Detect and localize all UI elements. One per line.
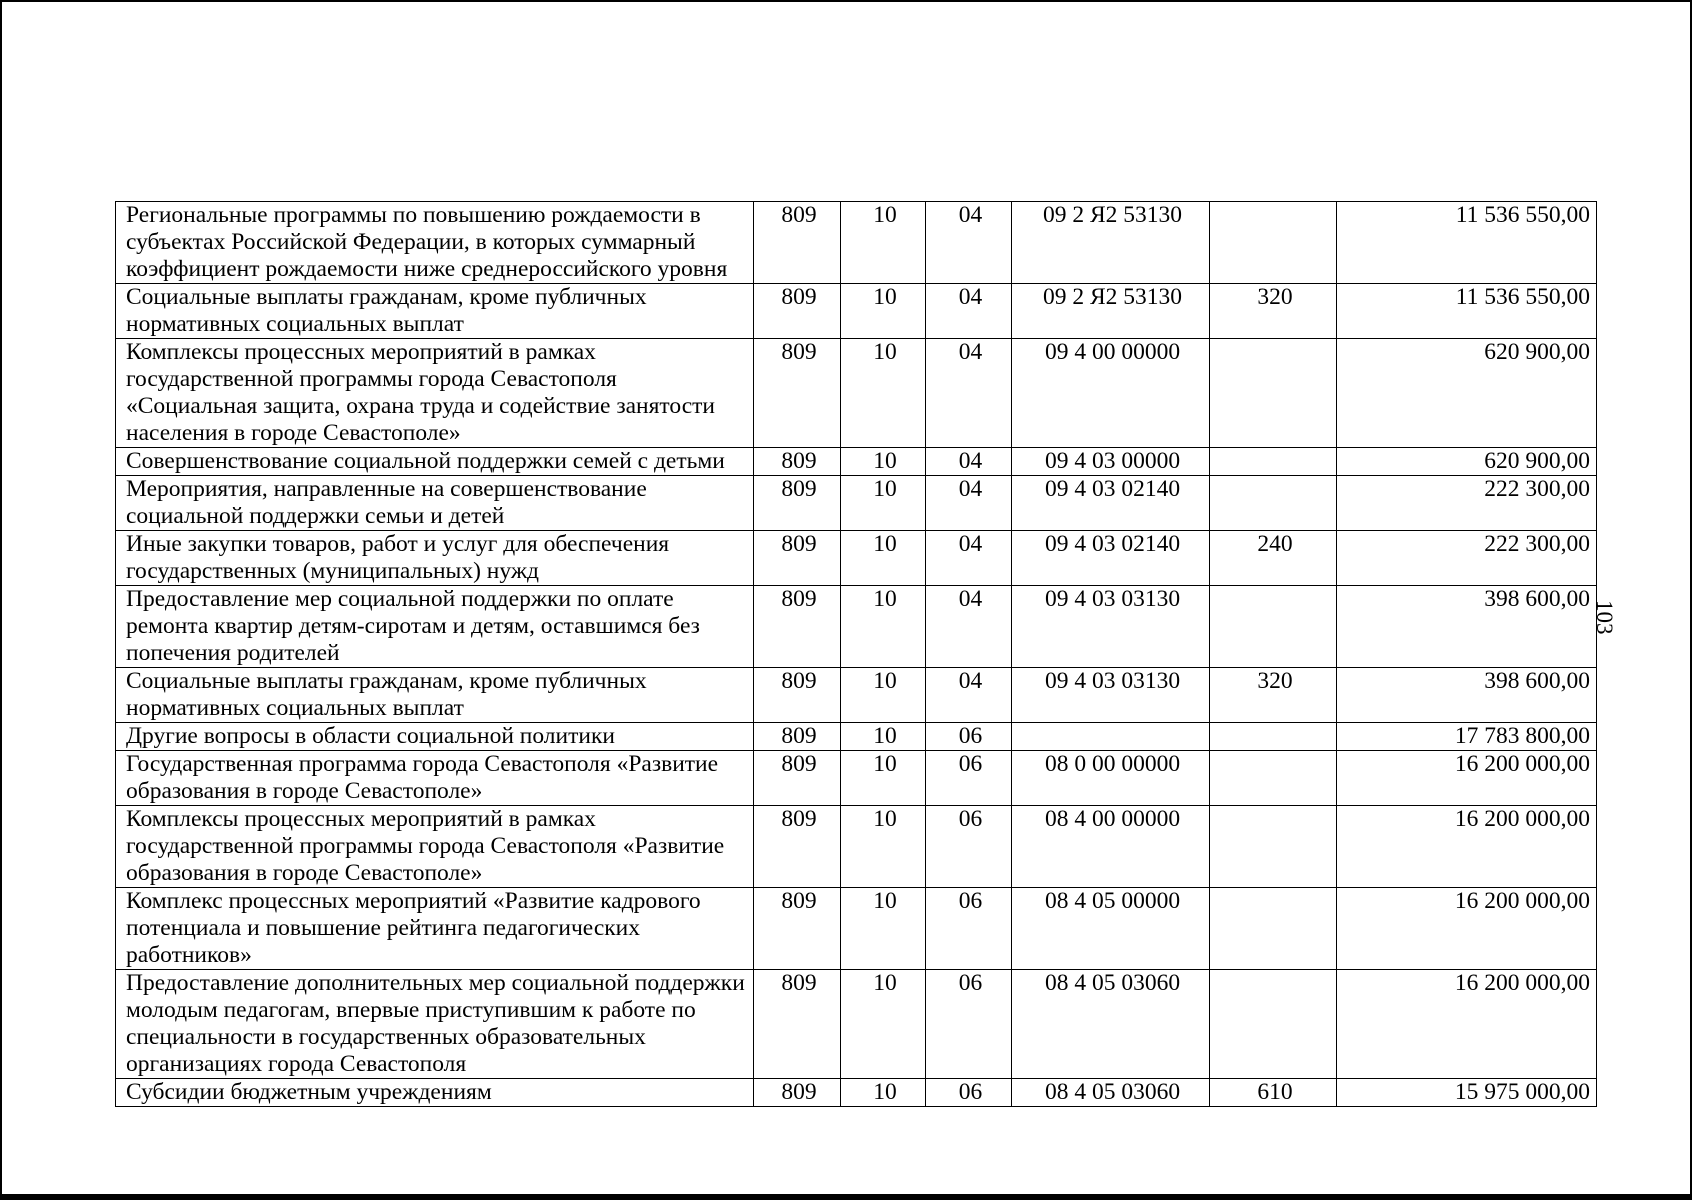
amount-cell: 11 536 550,00 — [1337, 284, 1597, 339]
subsection-code-cell: 06 — [926, 970, 1012, 1079]
target-article-cell: 09 4 03 02140 — [1012, 531, 1210, 586]
section-code-cell: 10 — [841, 202, 926, 284]
expense-name-cell: Предоставление мер социальной поддержки по оплате ремонта квартир детям-сиротам и детям, оставшимся без попечения родителей — [116, 586, 754, 668]
expense-name-cell: Предоставление дополнительных мер социальной поддержки молодым педагогам, впервые приступившим к работе по специальности в государственных образовательных организациях города Севастополя — [116, 970, 754, 1079]
section-code-cell: 10 — [841, 531, 926, 586]
amount-cell: 16 200 000,00 — [1337, 806, 1597, 888]
subsection-code-cell: 04 — [926, 476, 1012, 531]
ministry-code-cell: 809 — [754, 202, 841, 284]
ministry-code-cell: 809 — [754, 339, 841, 448]
expense-type-cell — [1210, 723, 1337, 751]
expense-type-cell: 320 — [1210, 284, 1337, 339]
expense-name-cell: Социальные выплаты гражданам, кроме публичных нормативных социальных выплат — [116, 668, 754, 723]
target-article-cell — [1012, 723, 1210, 751]
table-row — [116, 202, 1597, 284]
expense-type-cell: 320 — [1210, 668, 1337, 723]
ministry-code-cell: 809 — [754, 888, 841, 970]
expense-name-cell: Региональные программы по повышению рождаемости в субъектах Российской Федерации, в которых суммарный коэффициент рождаемости ниже среднероссийского уровня — [116, 202, 754, 284]
subsection-code-cell: 06 — [926, 751, 1012, 806]
target-article-cell: 08 4 05 03060 — [1012, 1079, 1210, 1107]
subsection-code-cell: 04 — [926, 202, 1012, 284]
table-row — [116, 1079, 1597, 1107]
subsection-code-cell: 04 — [926, 448, 1012, 476]
table-row — [116, 284, 1597, 339]
table-row — [116, 751, 1597, 806]
expense-name-cell: Комплекс процессных мероприятий «Развитие кадрового потенциала и повышение рейтинга педагогических работников» — [116, 888, 754, 970]
expense-type-cell: 240 — [1210, 531, 1337, 586]
subsection-code-cell: 06 — [926, 806, 1012, 888]
target-article-cell: 09 4 03 00000 — [1012, 448, 1210, 476]
section-code-cell: 10 — [841, 806, 926, 888]
subsection-code-cell: 06 — [926, 723, 1012, 751]
expense-type-cell — [1210, 970, 1337, 1079]
subsection-code-cell: 04 — [926, 531, 1012, 586]
amount-cell: 16 200 000,00 — [1337, 888, 1597, 970]
page-number: 103 — [1592, 600, 1617, 635]
budget-table — [115, 201, 1597, 1107]
table-row — [116, 970, 1597, 1079]
amount-cell: 15 975 000,00 — [1337, 1079, 1597, 1107]
ministry-code-cell: 809 — [754, 476, 841, 531]
target-article-cell: 09 4 00 00000 — [1012, 339, 1210, 448]
target-article-cell: 09 2 Я2 53130 — [1012, 284, 1210, 339]
expense-type-cell — [1210, 751, 1337, 806]
table-row — [116, 448, 1597, 476]
amount-cell: 11 536 550,00 — [1337, 202, 1597, 284]
ministry-code-cell: 809 — [754, 806, 841, 888]
ministry-code-cell: 809 — [754, 723, 841, 751]
ministry-code-cell: 809 — [754, 531, 841, 586]
amount-cell: 620 900,00 — [1337, 339, 1597, 448]
amount-cell: 398 600,00 — [1337, 668, 1597, 723]
expense-name-cell: Комплексы процессных мероприятий в рамках государственной программы города Севастополя «Социальная защита, охрана труда и содействие занятости населения в городе Севастополе» — [116, 339, 754, 448]
target-article-cell: 09 4 03 03130 — [1012, 668, 1210, 723]
expense-name-cell: Государственная программа города Севастополя «Развитие образования в городе Севастополе» — [116, 751, 754, 806]
ministry-code-cell: 809 — [754, 448, 841, 476]
section-code-cell: 10 — [841, 586, 926, 668]
target-article-cell: 08 4 00 00000 — [1012, 806, 1210, 888]
expense-type-cell — [1210, 806, 1337, 888]
section-code-cell: 10 — [841, 1079, 926, 1107]
subsection-code-cell: 04 — [926, 668, 1012, 723]
target-article-cell: 08 4 05 00000 — [1012, 888, 1210, 970]
table-row — [116, 476, 1597, 531]
target-article-cell: 09 2 Я2 53130 — [1012, 202, 1210, 284]
amount-cell: 620 900,00 — [1337, 448, 1597, 476]
amount-cell: 222 300,00 — [1337, 531, 1597, 586]
expense-name-cell: Социальные выплаты гражданам, кроме публичных нормативных социальных выплат — [116, 284, 754, 339]
table-row — [116, 531, 1597, 586]
expense-name-cell: Иные закупки товаров, работ и услуг для обеспечения государственных (муниципальных) нужд — [116, 531, 754, 586]
expense-name-cell: Совершенствование социальной поддержки семей с детьми — [116, 448, 754, 476]
budget-table-body — [116, 202, 1597, 1107]
subsection-code-cell: 04 — [926, 284, 1012, 339]
ministry-code-cell: 809 — [754, 586, 841, 668]
expense-type-cell — [1210, 202, 1337, 284]
target-article-cell: 08 4 05 03060 — [1012, 970, 1210, 1079]
expense-type-cell — [1210, 448, 1337, 476]
section-code-cell: 10 — [841, 970, 926, 1079]
subsection-code-cell: 06 — [926, 1079, 1012, 1107]
ministry-code-cell: 809 — [754, 751, 841, 806]
expense-name-cell: Субсидии бюджетным учреждениям — [116, 1079, 754, 1107]
target-article-cell: 09 4 03 02140 — [1012, 476, 1210, 531]
expense-name-cell: Другие вопросы в области социальной политики — [116, 723, 754, 751]
target-article-cell: 09 4 03 03130 — [1012, 586, 1210, 668]
expense-type-cell — [1210, 888, 1337, 970]
subsection-code-cell: 06 — [926, 888, 1012, 970]
section-code-cell: 10 — [841, 723, 926, 751]
section-code-cell: 10 — [841, 668, 926, 723]
ministry-code-cell: 809 — [754, 970, 841, 1079]
section-code-cell: 10 — [841, 339, 926, 448]
subsection-code-cell: 04 — [926, 586, 1012, 668]
table-row — [116, 339, 1597, 448]
table-row — [116, 586, 1597, 668]
table-row — [116, 668, 1597, 723]
table-row — [116, 723, 1597, 751]
ministry-code-cell: 809 — [754, 284, 841, 339]
ministry-code-cell: 809 — [754, 1079, 841, 1107]
amount-cell: 16 200 000,00 — [1337, 751, 1597, 806]
section-code-cell: 10 — [841, 448, 926, 476]
expense-name-cell: Мероприятия, направленные на совершенствование социальной поддержки семьи и детей — [116, 476, 754, 531]
section-code-cell: 10 — [841, 284, 926, 339]
ministry-code-cell: 809 — [754, 668, 841, 723]
amount-cell: 16 200 000,00 — [1337, 970, 1597, 1079]
table-row — [116, 888, 1597, 970]
target-article-cell: 08 0 00 00000 — [1012, 751, 1210, 806]
amount-cell: 222 300,00 — [1337, 476, 1597, 531]
section-code-cell: 10 — [841, 476, 926, 531]
table-row — [116, 806, 1597, 888]
amount-cell: 17 783 800,00 — [1337, 723, 1597, 751]
expense-type-cell — [1210, 339, 1337, 448]
subsection-code-cell: 04 — [926, 339, 1012, 448]
expense-type-cell — [1210, 586, 1337, 668]
section-code-cell: 10 — [841, 751, 926, 806]
expense-name-cell: Комплексы процессных мероприятий в рамках государственной программы города Севастополя «Развитие образования в городе Севастополе» — [116, 806, 754, 888]
expense-type-cell — [1210, 476, 1337, 531]
section-code-cell: 10 — [841, 888, 926, 970]
expense-type-cell: 610 — [1210, 1079, 1337, 1107]
amount-cell: 398 600,00 — [1337, 586, 1597, 668]
